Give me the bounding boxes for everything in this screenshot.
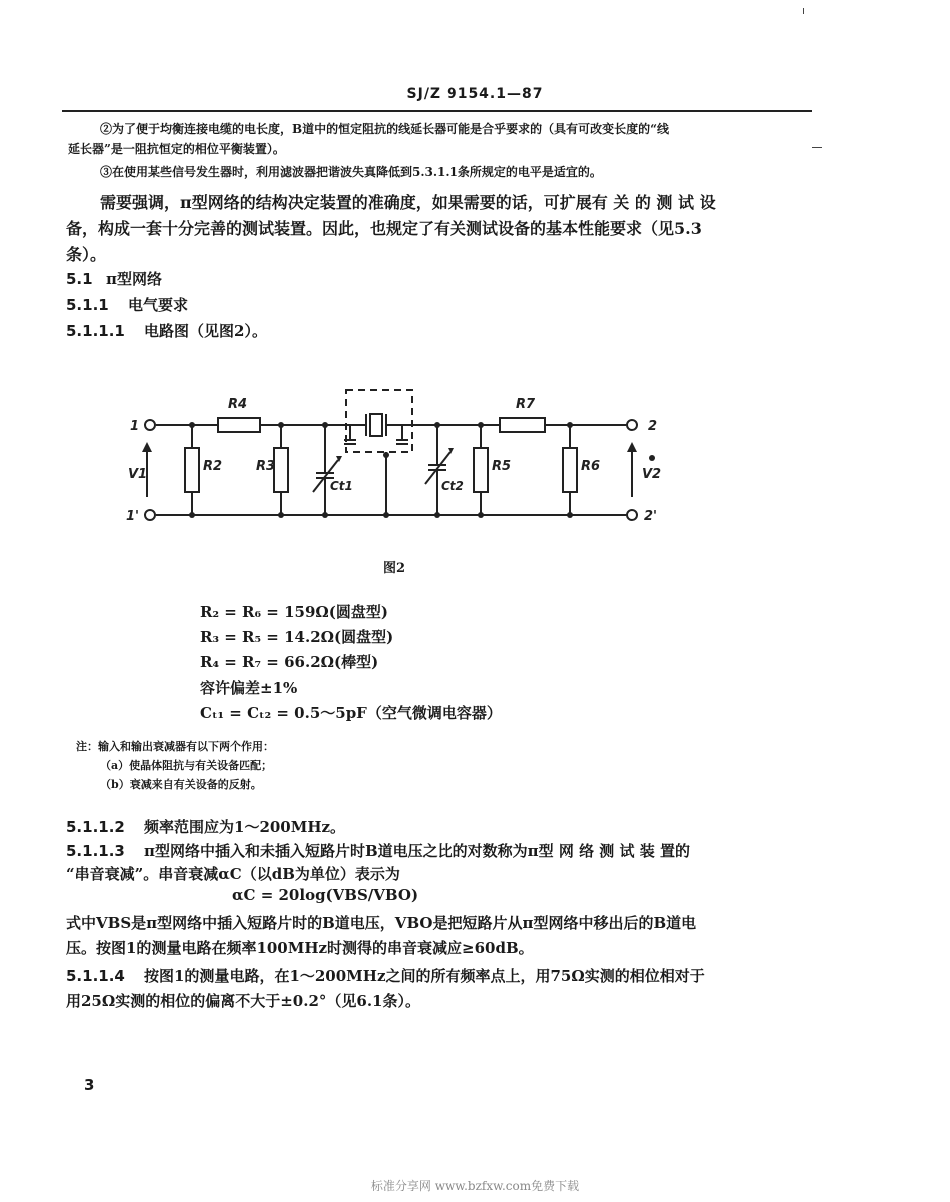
page-number: 3: [84, 1076, 95, 1094]
section-number: 5.1.1.3: [66, 842, 125, 860]
footnote-line-1: 注：输入和输出衰减器有以下两个作用：: [76, 740, 274, 753]
section-number: 5.1: [66, 270, 93, 288]
section-number: 5.1.1.2: [66, 818, 125, 836]
note-2-line-2: 延长器”是一阻抗恒定的相位平衡装置）。: [68, 142, 285, 156]
r5-resistor: [474, 448, 488, 492]
r2-resistor: [185, 448, 199, 492]
spec-line-5: Cₜ₁ = Cₜ₂ = 0.5～5pF（空气微调电容器）: [200, 704, 502, 722]
r3-resistor: [274, 448, 288, 492]
section-number: 5.1.1.4: [66, 967, 125, 985]
r4-label: R4: [228, 397, 248, 412]
crosstalk-formula: αC = 20log(VBS/VBO): [232, 886, 419, 904]
intro-line-1: 需要强调，π型网络的结构决定装置的准确度，如果需要的话，可扩展有 关 的 测 试 设: [100, 193, 716, 212]
port-1p-label: 1': [126, 509, 140, 524]
section-5-1-1-2: [66, 816, 345, 837]
r4-resistor: [218, 418, 260, 432]
page-header: SJ/Z 9154.1—87: [406, 86, 544, 102]
r3-label: R3: [256, 459, 276, 474]
section-5-1-1-3: [66, 840, 690, 861]
circuit-diagram: [0, 0, 950, 560]
scan-mark: [812, 147, 822, 148]
section-text: 频率范围应为1～200MHz。: [144, 818, 346, 836]
spec-line-3: R₄ = R₇ = 66.2Ω(棒型): [200, 653, 379, 671]
section-5-1-1-3-line-2: “串音衰减”。串音衰减αC（以dB为单位）表示为: [66, 865, 400, 883]
section-text: π型网络中插入和未插入短路片时B道电压之比的对数称为π型 网 络 测 试 装 置的: [144, 842, 690, 860]
crystal-enclosure: [346, 390, 412, 452]
r2-label: R2: [203, 459, 223, 474]
intro-line-3: 条）。: [66, 245, 107, 264]
v1-label: V1: [128, 467, 148, 482]
ct1-label: Ct1: [330, 479, 353, 493]
r6-label: R6: [581, 459, 601, 474]
port-2-label: 2: [648, 419, 658, 434]
r7-label: R7: [516, 397, 536, 412]
spec-line-4: 容许偏差±1%: [200, 679, 298, 697]
section-5-1-1-4-line-2: 用25Ω实测的相位的偏离不大于±0.2°（见6.1条）。: [66, 992, 420, 1010]
section-title: 电气要求: [128, 296, 189, 314]
section-5-1-1-4: [66, 965, 705, 986]
footnote-line-2: （a）使晶体阻抗与有关设备匹配；: [100, 759, 273, 772]
port-1-label: 1: [130, 419, 140, 434]
note-2-line-1: ②为了便于均衡连接电缆的电长度，B道中的恒定阻抗的线延长器可能是合乎要求的（具有可改变长度的“线: [100, 122, 670, 136]
section-5-1-1-3-line-3: 式中VBS是π型网络中插入短路片时的B道电压，VBO是把短路片从π型网络中移出后的B道电: [66, 914, 697, 932]
v2-label: V2: [642, 467, 662, 482]
intro-line-2: 备，构成一套十分完善的测试装置。因此，也规定了有关测试设备的基本性能要求（见5.3: [66, 219, 702, 238]
ct2-label: Ct2: [441, 479, 464, 493]
r6-resistor: [563, 448, 577, 492]
r7-resistor: [500, 418, 545, 432]
section-text: 按图1的测量电路，在1～200MHz之间的所有频率点上，用75Ω实测的相位相对于: [144, 967, 705, 985]
footnote-line-3: （b）衰减来自有关设备的反射。: [100, 778, 262, 791]
spec-line-1: R₂ = R₆ = 159Ω(圆盘型): [200, 603, 388, 621]
watermark-footer: 标准分享网 www.bzfxw.com免费下载: [370, 1179, 580, 1193]
section-5-1-1-3-line-4: 压。按图1的测量电路在频率100MHz时测得的串音衰减应≥60dB。: [66, 939, 534, 957]
port-2p-label: 2': [644, 509, 658, 524]
section-number: 5.1.1.1: [66, 322, 125, 340]
r5-label: R5: [492, 459, 512, 474]
section-title: 电路图（见图2）。: [144, 322, 267, 340]
figure-caption: 图2: [383, 561, 406, 576]
spec-line-2: R₃ = R₅ = 14.2Ω(圆盘型): [200, 628, 394, 646]
section-title: π型网络: [106, 270, 162, 288]
section-number: 5.1.1: [66, 296, 109, 314]
scan-mark: [803, 8, 804, 14]
note-3: ③在使用某些信号发生器时，利用滤波器把谐波失真降低到5.3.1.1条所规定的电平是适宜的。: [100, 165, 602, 179]
